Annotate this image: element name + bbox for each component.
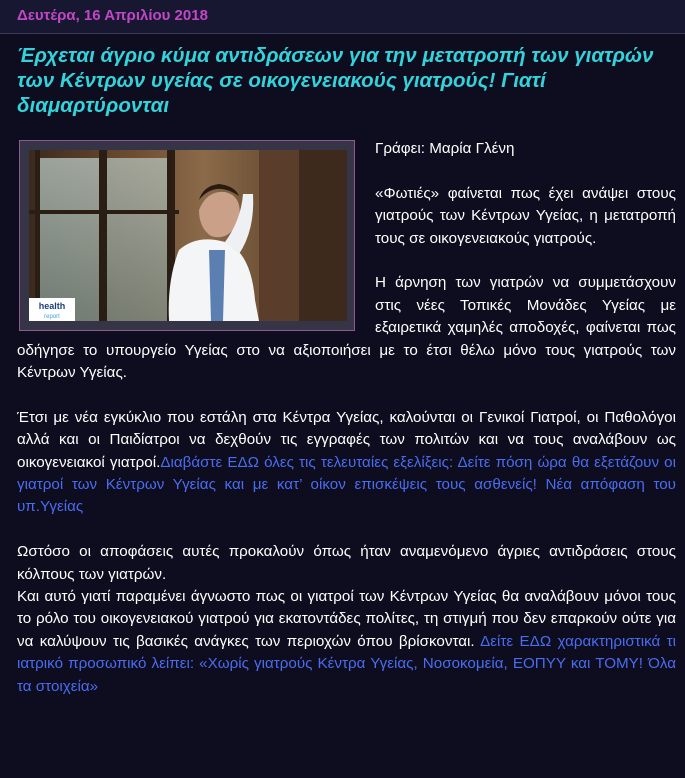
date-header: [0, 0, 685, 34]
related-link-staff[interactable]: Δείτε ΕΔΩ χαρακτηριστικά τι ιατρικό προσωπικό λείπει: «Χωρίς γιατρούς Κέντρα Υγείας, Νοσοκομεία, ΕΟΠΥΥ και ΤΟΜΥ! Όλα τα στοιχεία»: [17, 632, 676, 695]
health-report-logo: health: [38, 301, 66, 311]
paragraph-2: Η άρνηση των γιατρών να συμμετάσχουν στις νέες Τοπικές Μονάδες Υγείας με εξαιρετικά χαμηλές αποδοχές, φαίνεται πως οδήγησε το υπουργείο Υγείας στο να αξιοποιήσει με το έτσι θέλω μόνο τους γιατρούς των Κέντρων Υγείας.: [17, 274, 676, 382]
paragraph-3-text: Έτσι με νέα εγκύκλιο που εστάλη στα Κέντρα Υγείας, καλούνται οι Γενικοί Γιατροί, οι Παθολόγοι αλλά και οι Παιδίατροι να δεχθούν τις εγγραφές των πολιτών και να τους αναλάβουν ως οικογενειακοί γιατροί.: [17, 408, 676, 471]
health-report-logo-sub: report: [44, 314, 60, 320]
related-link-latest[interactable]: Διαβάστε ΕΔΩ όλες τις τελευταίες εξελίξεις: Δείτε πόση ώρα θα εξετάζουν οι γιατροί των Κέντρων Υγείας και με κατ’ οίκον επισκέψεις τους ασθενείς! Νέα απόφαση του υπ.Υγείας: [17, 453, 676, 516]
paragraph-5-text: Και αυτό γιατί παραμένει άγνωστο πως οι γιατροί των Κέντρων Υγείας θα αναλάβουν μόνοι τους το ρόλο του οικογενειακού γιατρού για εκατοντάδες πολίτες, τη στιγμή που δεν επαρκούν ούτε για να καλύψουν τις βασικές ανάγκες των περιοχών όπου βρίσκονται.: [17, 588, 676, 650]
author-line: Γράφει: Μαρία Γλένη: [375, 140, 515, 157]
article-body: [17, 138, 676, 698]
paragraph-4: Ωστόσο οι αποφάσεις αυτές προκαλούν όπως ήταν αναμενόμενο άγριες αντιδράσεις στους κόλπους των γιατρών.: [17, 543, 676, 583]
post-title[interactable]: Έρχεται άγριο κύμα αντιδράσεων για την μετατροπή των γιατρών των Κέντρων υγείας σε οικογενειακούς γιατρούς! Γιατί διαμαρτύρονται: [17, 44, 654, 117]
paragraph-1: «Φωτιές» φαίνεται πως έχει ανάψει στους γιατρούς των Κέντρων Υγείας, η μετατροπή τους σε οικογενειακούς γιατρούς.: [375, 184, 676, 247]
doctor-photo[interactable]: [29, 150, 347, 321]
article-image-frame: [19, 140, 355, 331]
paragraph-5: [17, 586, 676, 698]
paragraph-3: [17, 407, 676, 519]
post-date: Δευτέρα, 16 Απριλίου 2018: [17, 7, 208, 24]
